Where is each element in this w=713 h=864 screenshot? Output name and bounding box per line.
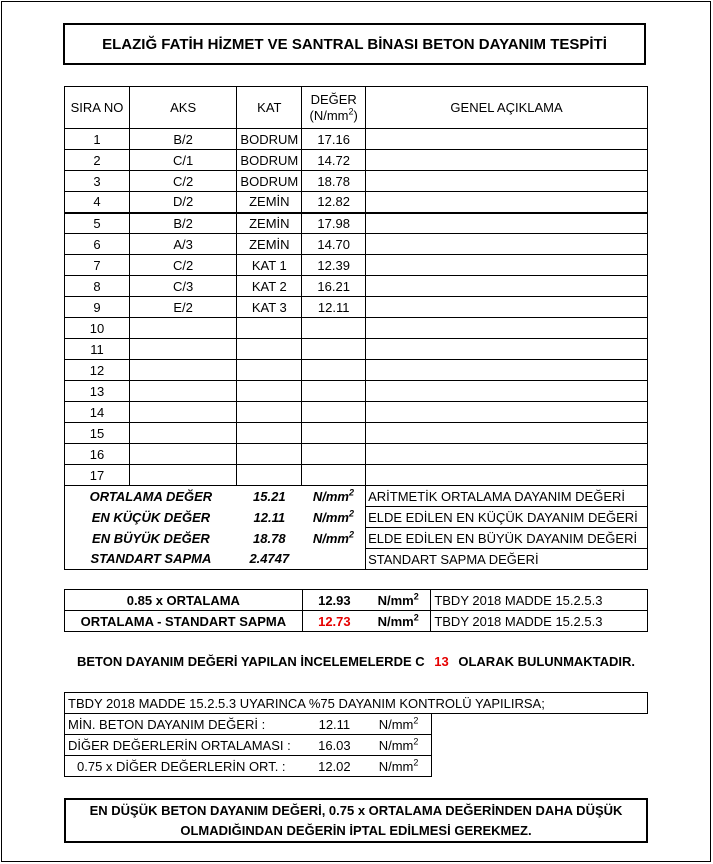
calc-reference: TBDY 2018 MADDE 15.2.5.3 xyxy=(431,590,648,611)
cell-no: 9 xyxy=(65,297,130,318)
tbdy-header-row xyxy=(65,693,648,714)
cell-no: 4 xyxy=(65,192,130,213)
cell-aciklama xyxy=(366,360,648,381)
tbdy-header: TBDY 2018 MADDE 15.2.5.3 UYARINCA %75 DAYANIM KONTROLÜ YAPILIRSA; xyxy=(65,693,648,714)
cell-aks: D/2 xyxy=(129,192,236,213)
cell-kat xyxy=(237,423,302,444)
cell-aciklama xyxy=(366,444,648,465)
cell-aciklama xyxy=(366,171,648,192)
table-row xyxy=(65,213,648,234)
tbdy-row xyxy=(65,735,648,756)
table-row xyxy=(65,234,648,255)
tbdy-unit: $N/mm^2$ xyxy=(366,756,431,777)
cell-deger xyxy=(302,381,366,402)
cell-deger: 14.70 xyxy=(302,234,366,255)
tbdy-value: 12.11 xyxy=(302,714,366,735)
calc-value: 12.73 xyxy=(302,611,366,632)
stat-description: ELDE EDİLEN EN KÜÇÜK DAYANIM DEĞERİ xyxy=(366,507,648,528)
calc-table xyxy=(64,589,648,632)
cell-aks: E/2 xyxy=(129,297,236,318)
calc-unit: $N/mm^2$ xyxy=(366,590,431,611)
cell-deger xyxy=(302,465,366,486)
stat-row xyxy=(65,507,648,528)
cell-aks xyxy=(129,381,236,402)
table-row xyxy=(65,444,648,465)
cell-kat: KAT 3 xyxy=(237,297,302,318)
page-title xyxy=(63,23,646,65)
cell-aks: C/3 xyxy=(129,276,236,297)
cell-kat: KAT 2 xyxy=(237,276,302,297)
cell-no: 11 xyxy=(65,339,130,360)
cell-no: 8 xyxy=(65,276,130,297)
cell-no: 5 xyxy=(65,213,130,234)
table-row xyxy=(65,318,648,339)
tbdy-label: MİN. BETON DAYANIM DEĞERİ : xyxy=(65,714,303,735)
cell-aciklama xyxy=(366,297,648,318)
table-header-row xyxy=(65,87,648,129)
tbdy-empty xyxy=(431,735,647,756)
calc-row xyxy=(65,611,648,632)
table-row xyxy=(65,465,648,486)
stat-unit: $N/mm^2$ xyxy=(312,487,354,504)
col-header-sira: SIRA NO xyxy=(65,87,130,129)
stat-row xyxy=(65,486,648,507)
cell-kat: BODRUM xyxy=(237,150,302,171)
calc-unit: $N/mm^2$ xyxy=(366,611,431,632)
cell-deger xyxy=(302,318,366,339)
cell-aciklama xyxy=(366,150,648,171)
cell-aks xyxy=(129,360,236,381)
cell-aks xyxy=(129,465,236,486)
cell-kat xyxy=(237,444,302,465)
cell-kat xyxy=(237,402,302,423)
cell-deger: 17.16 xyxy=(302,129,366,150)
calc-reference: TBDY 2018 MADDE 15.2.5.3 xyxy=(431,611,648,632)
conclusion-prefix: BETON DAYANIM DEĞERİ YAPILAN İNCELEMELERDE C xyxy=(76,654,425,669)
tbdy-row xyxy=(65,714,648,735)
cell-aks xyxy=(129,423,236,444)
stat-label: EN BÜYÜK DEĞER xyxy=(65,528,237,549)
cell-aciklama xyxy=(366,129,648,150)
cell-no: 10 xyxy=(65,318,130,339)
table-row xyxy=(65,297,648,318)
calc-row xyxy=(65,590,648,611)
stat-description: ARİTMETİK ORTALAMA DAYANIM DEĞERİ xyxy=(366,486,648,507)
stat-label: STANDART SAPMA xyxy=(65,549,237,570)
cell-deger: 17.98 xyxy=(302,213,366,234)
table-row xyxy=(65,192,648,213)
cell-aciklama xyxy=(366,318,648,339)
cell-aks: C/2 xyxy=(129,171,236,192)
cell-deger xyxy=(302,339,366,360)
stat-description: ELDE EDİLEN EN BÜYÜK DAYANIM DEĞERİ xyxy=(366,528,648,549)
stat-label: ORTALAMA DEĞER xyxy=(65,486,237,507)
tbdy-empty xyxy=(431,714,647,735)
cell-aks xyxy=(129,444,236,465)
stat-value: 15.21 xyxy=(253,488,286,504)
cell-deger: 14.72 xyxy=(302,150,366,171)
conclusion-suffix: OLARAK BULUNMAKTADIR. xyxy=(458,654,636,669)
cell-no: 16 xyxy=(65,444,130,465)
col-header-deger xyxy=(302,87,366,129)
final-note xyxy=(64,798,648,843)
col-header-aciklama: GENEL AÇIKLAMA xyxy=(366,87,648,129)
table-row xyxy=(65,339,648,360)
tbdy-unit: $N/mm^2$ xyxy=(366,735,431,756)
cell-deger: 12.39 xyxy=(302,255,366,276)
cell-aciklama xyxy=(366,402,648,423)
cell-aks xyxy=(129,402,236,423)
tbdy-label: DİĞER DEĞERLERİN ORTALAMASI : xyxy=(65,735,303,756)
col-header-deger-line1: DEĞER xyxy=(310,91,357,107)
stat-value: 18.78 xyxy=(253,530,286,546)
conclusion-line xyxy=(64,654,648,674)
cell-kat xyxy=(237,339,302,360)
cell-kat: ZEMİN xyxy=(237,213,302,234)
cell-deger xyxy=(302,444,366,465)
cell-aks: B/2 xyxy=(129,129,236,150)
cell-aciklama xyxy=(366,255,648,276)
cell-aks: C/2 xyxy=(129,255,236,276)
cell-no: 3 xyxy=(65,171,130,192)
cell-no: 1 xyxy=(65,129,130,150)
cell-aciklama xyxy=(366,339,648,360)
stat-description: STANDART SAPMA DEĞERİ xyxy=(366,549,648,570)
cell-no: 12 xyxy=(65,360,130,381)
cell-aciklama xyxy=(366,234,648,255)
calc-label: ORTALAMA - STANDART SAPMA xyxy=(65,611,303,632)
cell-kat xyxy=(237,465,302,486)
cell-deger xyxy=(302,402,366,423)
cell-kat xyxy=(237,381,302,402)
table-row xyxy=(65,360,648,381)
cell-aciklama xyxy=(366,276,648,297)
table-row xyxy=(65,276,648,297)
cell-aciklama xyxy=(366,381,648,402)
cell-deger: 18.78 xyxy=(302,171,366,192)
cell-aciklama xyxy=(366,465,648,486)
col-header-aks: AKS xyxy=(129,87,236,129)
tbdy-row xyxy=(65,756,648,777)
tbdy-empty xyxy=(431,756,647,777)
cell-aciklama xyxy=(366,423,648,444)
stat-label: EN KÜÇÜK DEĞER xyxy=(65,507,237,528)
calc-value: 12.93 xyxy=(302,590,366,611)
col-header-kat: KAT xyxy=(237,87,302,129)
cell-deger: 16.21 xyxy=(302,276,366,297)
cell-no: 7 xyxy=(65,255,130,276)
cell-kat: ZEMİN xyxy=(237,234,302,255)
concrete-class-value: 13 xyxy=(434,654,449,669)
table-row xyxy=(65,255,648,276)
tbdy-label: 0.75 x DİĞER DEĞERLERİN ORT. : xyxy=(65,756,303,777)
cell-aciklama xyxy=(366,213,648,234)
final-note-line2: OLMADIĞINDAN DEĞERİN İPTAL EDİLMESİ GEREKMEZ. xyxy=(180,822,532,838)
cell-aciklama xyxy=(366,192,648,213)
cell-deger: 12.82 xyxy=(302,192,366,213)
table-row xyxy=(65,423,648,444)
cell-kat: BODRUM xyxy=(237,129,302,150)
cell-aks: C/1 xyxy=(129,150,236,171)
cell-kat: BODRUM xyxy=(237,171,302,192)
cell-no: 14 xyxy=(65,402,130,423)
stat-value: 12.11 xyxy=(253,509,286,525)
tbdy-value: 16.03 xyxy=(302,735,366,756)
col-header-deger-unit: $(N/mm^2)$ xyxy=(309,106,358,123)
cell-no: 2 xyxy=(65,150,130,171)
calc-label: 0.85 x ORTALAMA xyxy=(65,590,303,611)
table-row xyxy=(65,129,648,150)
cell-aks xyxy=(129,318,236,339)
table-row xyxy=(65,171,648,192)
stat-unit: $N/mm^2$ xyxy=(312,529,354,546)
cell-kat: KAT 1 xyxy=(237,255,302,276)
cell-no: 13 xyxy=(65,381,130,402)
cell-aks: A/3 xyxy=(129,234,236,255)
cell-no: 6 xyxy=(65,234,130,255)
stat-unit xyxy=(302,549,366,570)
stat-unit: $N/mm^2$ xyxy=(312,508,354,525)
cell-aks: B/2 xyxy=(129,213,236,234)
table-row xyxy=(65,150,648,171)
cell-deger: 12.11 xyxy=(302,297,366,318)
strength-table xyxy=(64,86,648,570)
cell-aks xyxy=(129,339,236,360)
final-note-line1: EN DÜŞÜK BETON DAYANIM DEĞERİ, 0.75 x ORTALAMA DEĞERİNDEN DAHA DÜŞÜK xyxy=(89,802,623,818)
page-title-text: ELAZIĞ FATİH HİZMET VE SANTRAL BİNASI BETON DAYANIM TESPİTİ xyxy=(102,35,607,53)
stat-row xyxy=(65,549,648,570)
cell-kat: ZEMİN xyxy=(237,192,302,213)
cell-deger xyxy=(302,360,366,381)
tbdy-unit: $N/mm^2$ xyxy=(366,714,431,735)
cell-kat xyxy=(237,360,302,381)
stat-row xyxy=(65,528,648,549)
tbdy-value: 12.02 xyxy=(302,756,366,777)
cell-no: 17 xyxy=(65,465,130,486)
table-row xyxy=(65,381,648,402)
tbdy-check-table xyxy=(64,692,648,777)
cell-no: 15 xyxy=(65,423,130,444)
stat-value: 2.4747 xyxy=(237,549,302,570)
table-row xyxy=(65,402,648,423)
cell-deger xyxy=(302,423,366,444)
cell-kat xyxy=(237,318,302,339)
